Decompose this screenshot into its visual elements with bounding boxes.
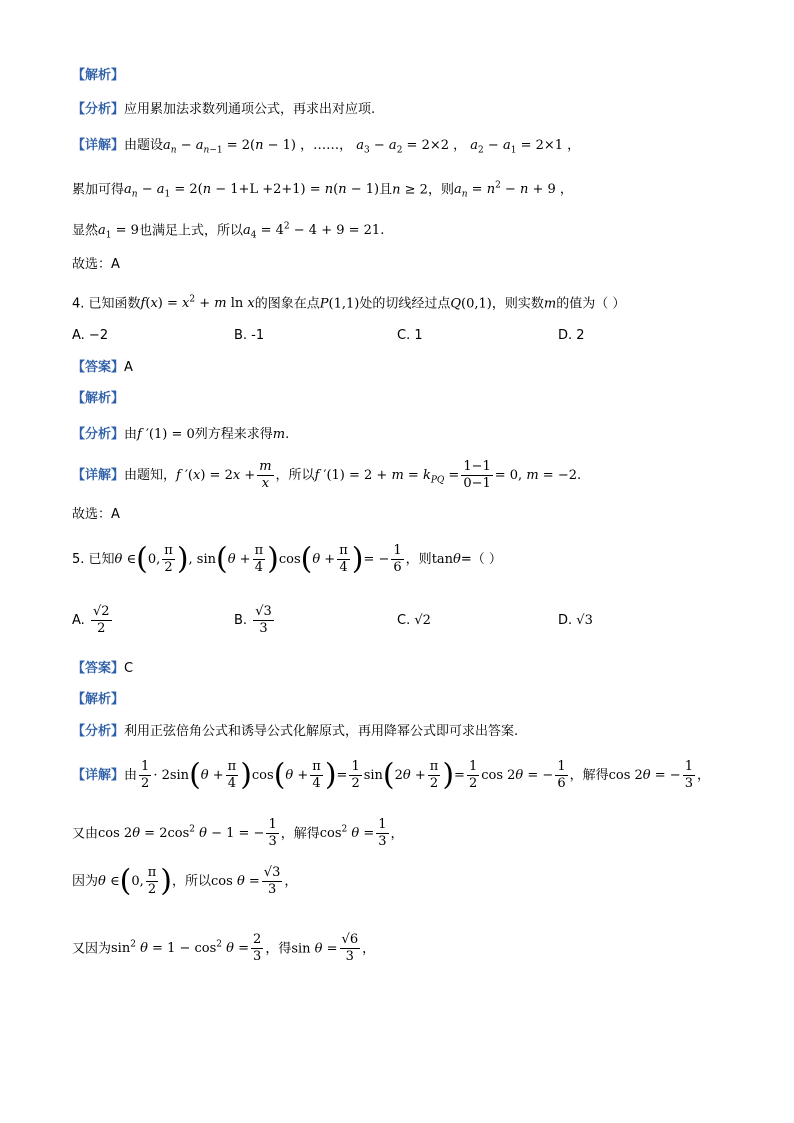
daan-q4: 【答案】A [72, 360, 133, 375]
q5-option-c: C. √2 [397, 613, 431, 628]
xiangjie-q3-line2: 累加可得$a_n - a_1 = 2(n - 1+L +2+1) = n(n - 1)$且n ≥ 2，则$a_n = n^2 - n + 9$ ， [72, 181, 573, 200]
xiangjie-q5-line3: 因为θ ∈(0, $\frac{\pi}{2}$ )，所以cos θ = $\frac{√3}{3}$ ， [72, 863, 298, 899]
fenxi-q4: 【分析】由f ′(1) = 0列方程来求得m. [72, 427, 290, 442]
xiangjie-q4: 【详解】由题知，f ′(x) = 2x + $\frac{m}{x}$ ，所以f $'(1) = 2 + m = k_{PQ}$ = $\frac{1-1}{0-1}$ = 0, m = −2. [72, 459, 582, 491]
q5-option-d: D. √3 [558, 613, 593, 628]
xiangjie-q3-line3: 显然$a_1 = 9$也满足上式，所以$a_4 = 4^2 - 4 + 9 = 21$. [72, 222, 385, 241]
q5-option-a: A. $\frac{√2}{2}$ [72, 604, 110, 636]
xiangjie-q3-line1: 【详解】由题设$a_n - a_{n-1} = 2(n - 1)$ ，……， $a_3 - a_2 = 2\times 2$ ， $a_2 - a_1 = 2\times 1$ ， [72, 138, 581, 156]
fenxi-q3: 【分析】应用累加法求数列通项公式，再求出对应项. [72, 102, 376, 117]
question-4-stem: 4. 已知函数$f(x) = x^2 + m$ ln x的图象在点P(1,1)处的切线经过点Q(0,1)，则实数m的值为（ ） [72, 295, 626, 312]
answer-line-q4: 故选：A [72, 507, 120, 522]
q5-option-b: B. $\frac{√3}{3}$ [234, 604, 272, 636]
xiangjie-q5-line4: 又因为$\sin^2 \theta = 1 - \cos^2 \theta$ = $\frac{2}{3}$ ，得sin θ = $\frac{√6}{3}$ ， [72, 932, 376, 965]
answer-line-q3: 故选：A [72, 257, 120, 272]
question-5-stem: 5. 已知θ ∈(0, $\frac{\pi}{2}$ ), sin(θ + $\frac{\pi}{4}$ )cos(θ + $\frac{\pi}{4}$ )= − $\frac{1}{6}$ ，则tanθ=（ ） [72, 541, 502, 577]
fenxi-q5: 【分析】利用正弦倍角公式和诱导公式化解原式，再用降幂公式即可求出答案. [72, 724, 519, 739]
daan-q5: 【答案】C [72, 661, 134, 676]
xiangjie-q5-line1: 【详解】由 $\frac{1}{2}$ · 2sin(θ + $\frac{\pi}{4}$ )cos(θ + $\frac{\pi}{4}$ )= $\frac{1}{2}$ sin(2θ + $\frac{\pi}{2}$ )= $\frac{1}{2}$ cos 2θ = − $\frac{1}{6}$ ，解得cos 2θ = − $\frac{1}{3}$ ， [72, 757, 710, 793]
xiangjie-q5-line2: 又由$\cos 2\theta = 2\cos^2$ θ − 1 = − $\frac{1}{3}$ ，解得$\cos^2 \theta$ = $\frac{1}{3}$ ， [72, 817, 404, 850]
q4-option-b: B. -1 [234, 328, 265, 343]
q4-option-c: C. 1 [397, 328, 423, 343]
jiexi-heading-q3: 【解析】 [72, 68, 125, 83]
q4-option-d: D. 2 [558, 328, 585, 343]
jiexi-heading-q5: 【解析】 [72, 692, 125, 707]
q4-option-a: A. −2 [72, 328, 109, 343]
jiexi-heading-q4: 【解析】 [72, 391, 125, 406]
